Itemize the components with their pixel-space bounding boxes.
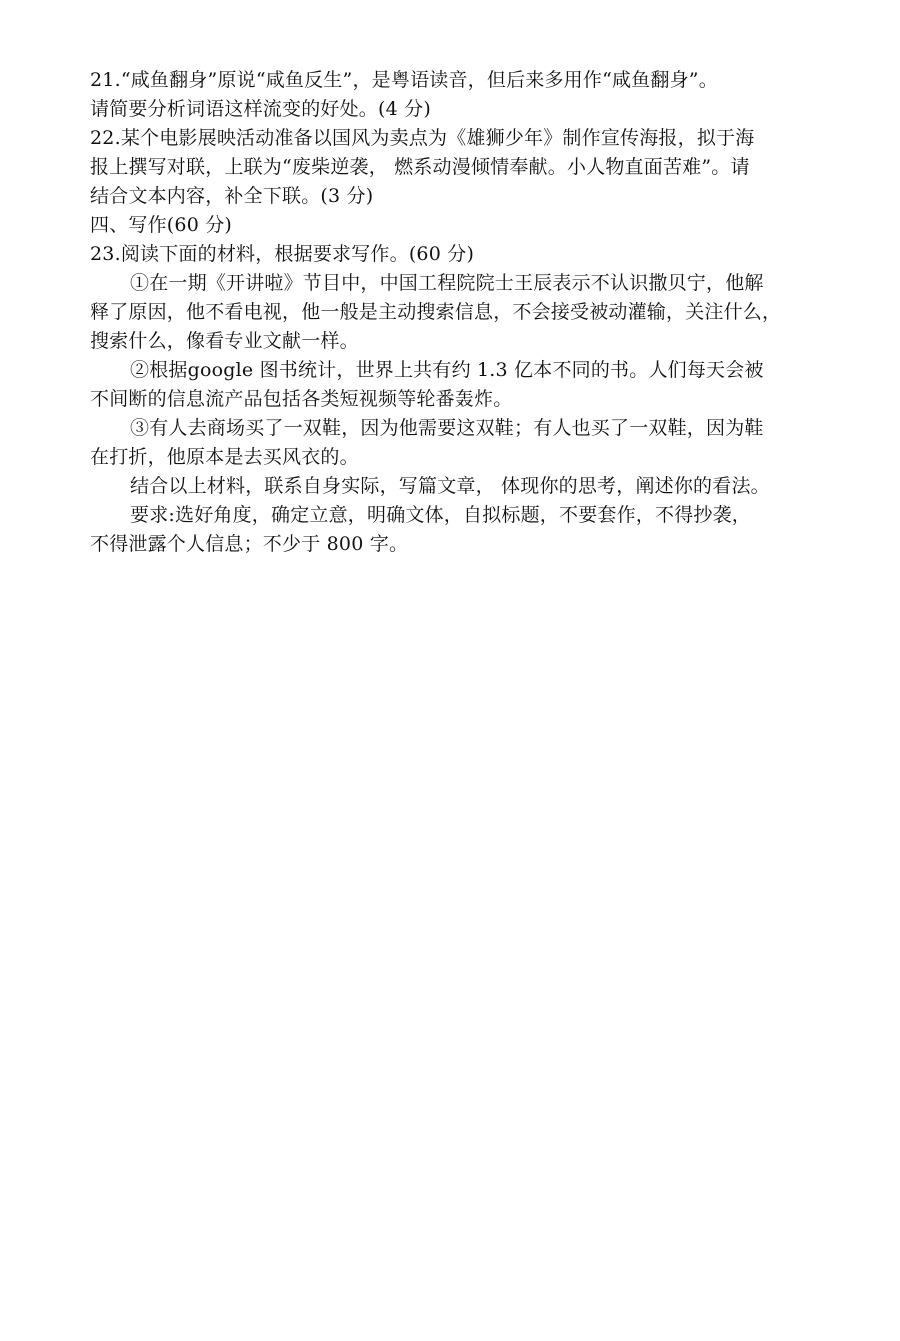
material-1 bbox=[90, 269, 815, 356]
material-3 bbox=[90, 414, 815, 472]
question-22-line-2: 报上撰写对联，上联为“废柴逆袭， 燃系动漫倾情奉献。小人物直面苦难”。请 bbox=[90, 156, 750, 178]
material-1-line-3: 搜索什么，像看专业文献一样。 bbox=[90, 330, 359, 352]
material-2-line-2: 不间断的信息流产品包括各类短视频等轮番轰炸。 bbox=[90, 388, 513, 410]
material-1-line-1: ①在一期《开讲啦》节目中，中国工程院院士王辰表示不认识撒贝宁，他解 bbox=[130, 272, 764, 294]
section-heading-writing: 四、写作(60 分) bbox=[90, 214, 233, 236]
question-22 bbox=[90, 124, 815, 211]
requirements-line-2: 不得泄露个人信息；不少于 800 字。 bbox=[90, 533, 409, 555]
question-21-line-2: 请简要分析词语这样流变的好处。(4 分) bbox=[90, 98, 431, 120]
question-23-prompt: 23.阅读下面的材料，根据要求写作。(60 分) bbox=[90, 243, 475, 265]
question-22-line-1: 22.某个电影展映活动准备以国风为卖点为《雄狮少年》制作宣传海报，拟于海 bbox=[90, 127, 755, 149]
question-21 bbox=[90, 66, 815, 124]
question-23 bbox=[90, 240, 815, 559]
material-3-line-1: ③有人去商场买了一双鞋，因为他需要这双鞋；有人也买了一双鞋，因为鞋 bbox=[130, 417, 764, 439]
requirements-line-1: 要求:选好角度，确定立意，明确文体，自拟标题，不要套作，不得抄袭， bbox=[130, 504, 752, 526]
question-22-line-3: 结合文本内容，补全下联。(3 分) bbox=[90, 185, 374, 207]
material-2 bbox=[90, 356, 815, 414]
question-21-line-1: 21.“咸鱼翻身”原说“咸鱼反生”，是粤语读音，但后来多用作“咸鱼翻身”。 bbox=[90, 69, 718, 91]
material-3-line-2: 在打折，他原本是去买风衣的。 bbox=[90, 446, 359, 468]
material-2-line-1: ②根据google 图书统计，世界上共有约 1.3 亿本不同的书。人们每天会被 bbox=[130, 359, 764, 381]
exam-page bbox=[90, 66, 815, 559]
writing-instruction: 结合以上材料，联系自身实际，写篇文章， 体现你的思考，阐述你的看法。 bbox=[130, 475, 770, 497]
writing-requirements bbox=[90, 501, 815, 559]
material-1-line-2: 释了原因，他不看电视，他一般是主动搜索信息，不会接受被动灌输，关注什么， bbox=[90, 301, 782, 323]
